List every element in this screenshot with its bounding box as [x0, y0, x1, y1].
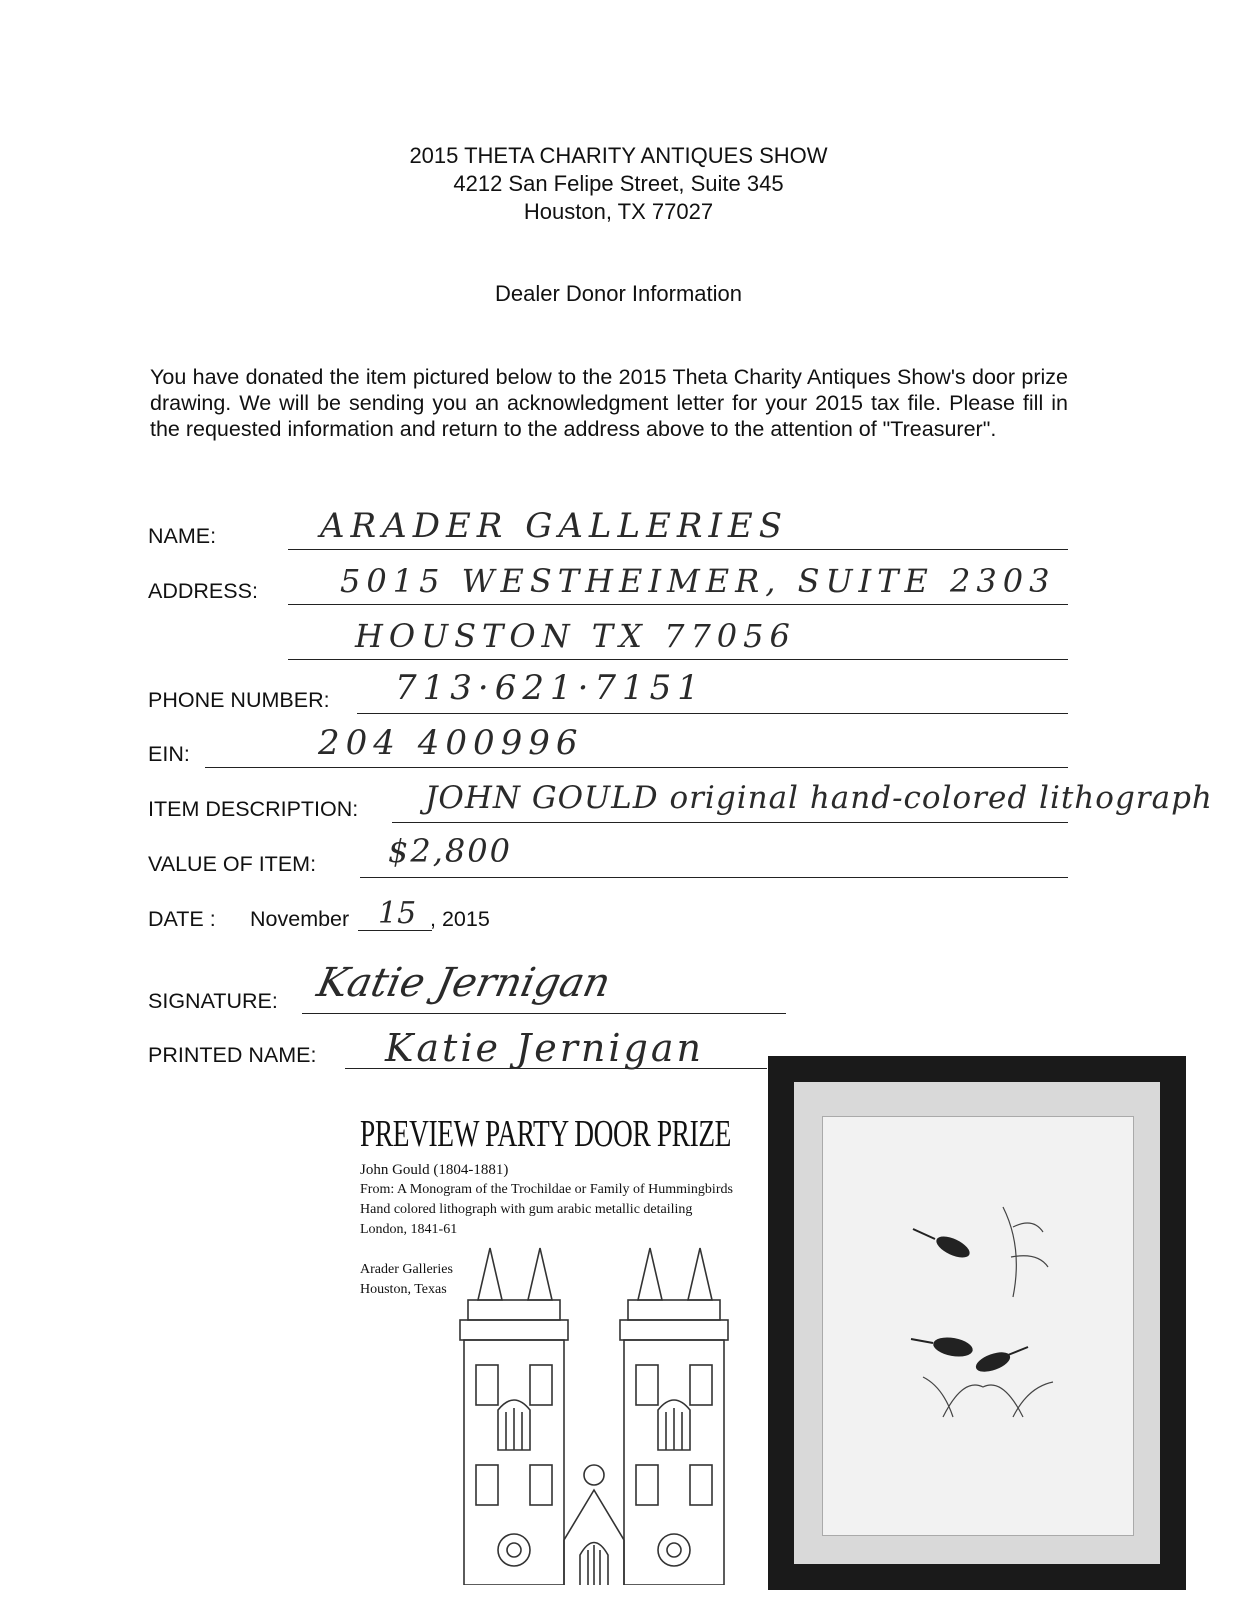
show-address-line2: Houston, TX 77027 [523, 199, 714, 224]
name-label: NAME: [148, 524, 217, 548]
value-of-item-value[interactable]: $2,800 [388, 832, 512, 870]
address-line-2 [288, 659, 1068, 660]
show-title: 2015 THETA CHARITY ANTIQUES SHOW [409, 143, 828, 168]
flyer-artist: John Gould (1804-1881) [360, 1162, 509, 1178]
phone-line [357, 713, 1068, 714]
cathedral-illustration [440, 1240, 760, 1585]
ein-line [205, 767, 1068, 768]
intro-paragraph: You have donated the item pictured below to the 2015 Theta Charity Antiques Show's door prize drawing. We will be sending you an acknowledgment letter for your 2015 tax file. Please fill in the requested information and return to the address above to the attention of "Treasurer". [150, 365, 1068, 441]
flyer-location: Houston, Texas [360, 1282, 447, 1297]
phone-value[interactable]: 713·621·7151 [395, 668, 705, 708]
name-line [288, 549, 1068, 550]
flyer-medium: Hand colored lithograph with gum arabic metallic detailing [360, 1202, 693, 1217]
date-day-value[interactable]: 15 [378, 896, 417, 931]
signature-line [302, 1013, 786, 1014]
ein-value[interactable]: 204 400996 [318, 723, 584, 763]
print-mat [794, 1082, 1160, 1564]
address-label: ADDRESS: [148, 579, 258, 603]
value-of-item-line [360, 877, 1068, 878]
flyer-title: PREVIEW PARTY DOOR PRIZE [360, 1113, 732, 1155]
show-address-line1: 4212 San Felipe Street, Suite 345 [453, 171, 784, 196]
printed-name-value[interactable]: Katie Jernigan [385, 1026, 705, 1070]
flyer-from: From: A Monogram of the Trochildae or Family of Hummingbirds [360, 1182, 733, 1197]
value-of-item-label: VALUE OF ITEM: [148, 852, 317, 876]
name-value[interactable]: ARADER GALLERIES [320, 506, 789, 546]
framed-print [768, 1056, 1186, 1590]
flyer-gallery: Arader Galleries [360, 1262, 453, 1277]
signature-label: SIGNATURE: [148, 989, 278, 1013]
date-month: November [250, 907, 350, 931]
form-subtitle: Dealer Donor Information [494, 281, 742, 306]
print-paper [822, 1116, 1134, 1536]
item-description-label: ITEM DESCRIPTION: [148, 797, 359, 821]
address-value-line2[interactable]: HOUSTON TX 77056 [355, 617, 796, 655]
address-value-line1[interactable]: 5015 WESTHEIMER, SUITE 2303 [340, 562, 1056, 600]
hummingbird-illustration [883, 1187, 1083, 1437]
item-description-line [392, 822, 1068, 823]
phone-label: PHONE NUMBER: [148, 688, 330, 712]
flyer-place-date: London, 1841-61 [360, 1222, 458, 1237]
item-description-value[interactable]: JOHN GOULD original hand-colored lithograph [425, 780, 1213, 816]
date-label: DATE : [148, 907, 216, 931]
printed-name-label: PRINTED NAME: [148, 1043, 317, 1067]
signature-value[interactable]: Katie Jernigan [313, 960, 615, 1006]
address-line-1 [288, 604, 1068, 605]
ein-label: EIN: [148, 742, 190, 766]
date-year: , 2015 [430, 907, 490, 931]
